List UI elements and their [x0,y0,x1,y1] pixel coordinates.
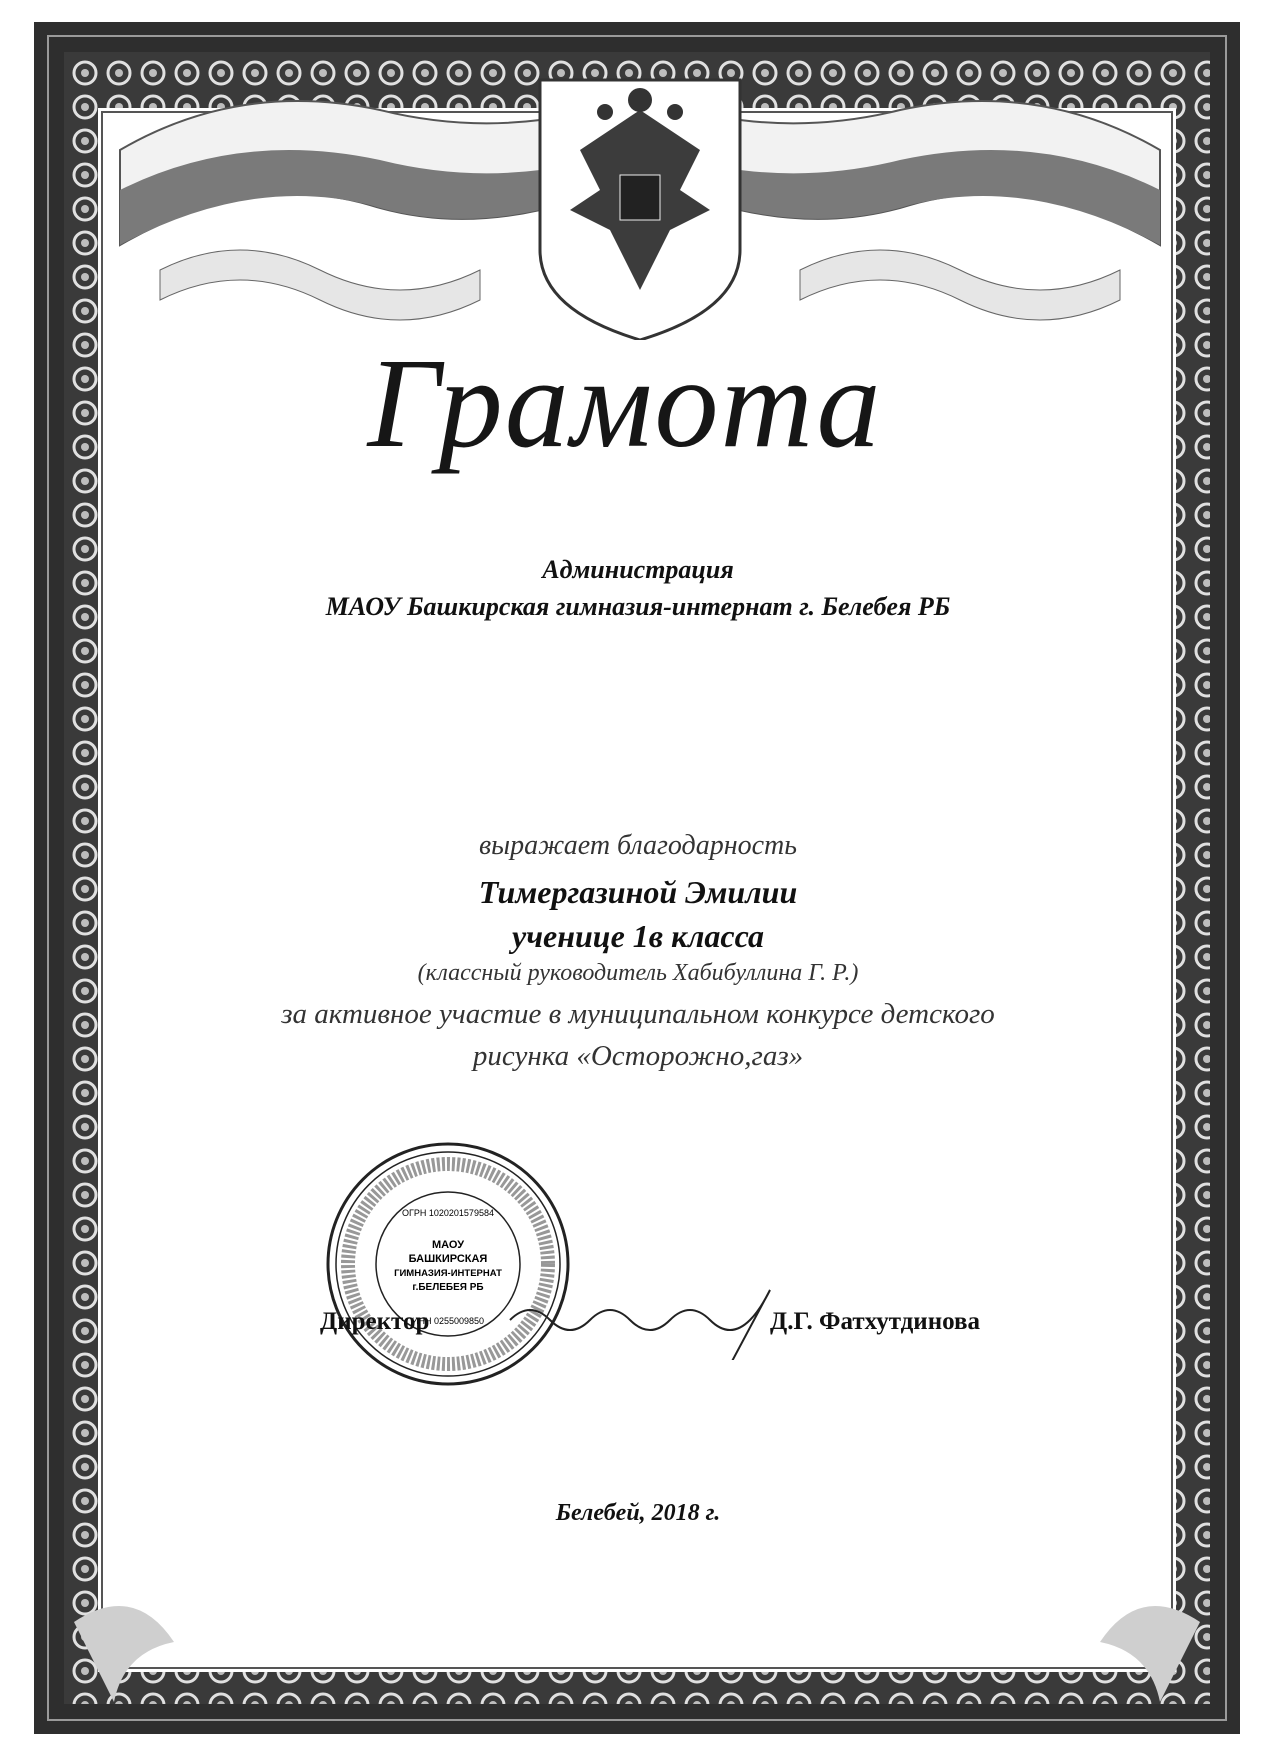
seal-line-3: ГИМНАЗИЯ-ИНТЕРНАТ [394,1268,502,1279]
seal-line-4: г.БЕЛЕБЕЯ РБ [412,1282,484,1293]
coat-of-arms-icon [540,80,740,340]
seal-inn: ИНН 0255009850 [411,1316,485,1326]
signature [500,1280,780,1360]
reason-line-2: рисунка «Осторожно,газ» [472,1040,804,1072]
reason-line-1: за активное участие в муниципальном конкурсе детского [281,998,995,1030]
director-label: Директор [320,1308,430,1335]
certificate-title [300,318,950,488]
seal-line-1: МАОУ [431,1239,465,1251]
header-ribbon [100,40,1180,340]
recipient-name: Тимергазиной Эмилии [478,874,798,910]
seal-ogrn: ОГРН 1020201579584 [402,1208,494,1218]
title-text: Грамота [367,332,883,474]
issuer-line-1: Администрация [542,555,734,584]
footer-place-date: Белебей, 2018 г. [555,1500,721,1526]
issuer-line-2: МАОУ Башкирская гимназия-интернат г. Белебея РБ [325,592,951,621]
thanks-text: выражает благодарность [478,830,797,861]
director-name: Д.Г. Фатхутдинова [770,1308,980,1335]
seal-line-2: БАШКИРСКАЯ [408,1253,488,1265]
teacher-note: (классный руководитель Хабибуллина Г. Р.) [417,960,859,986]
recipient-grade: ученице 1в класса [512,918,764,954]
